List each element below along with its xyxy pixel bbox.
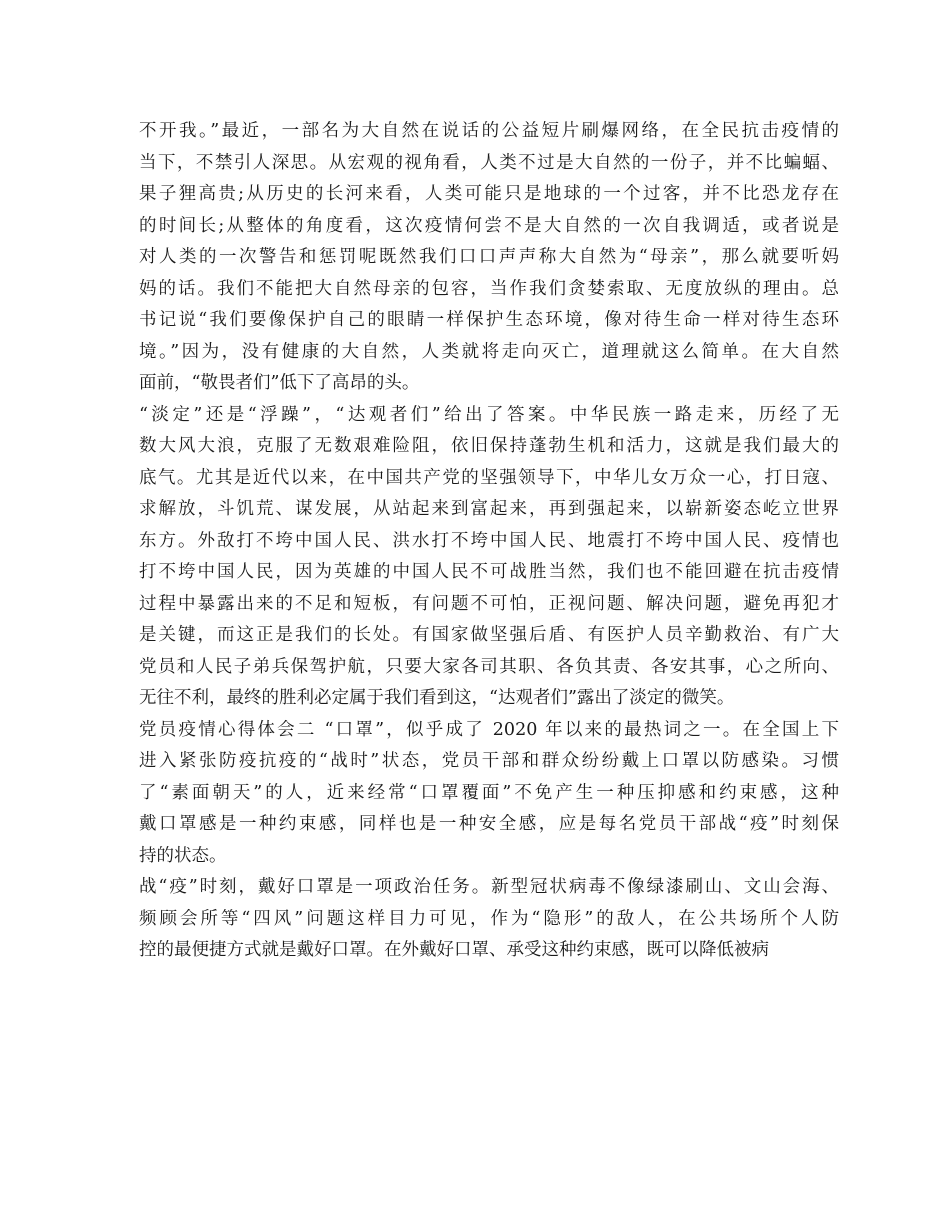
text-line: 戴口罩感是一种约束感，同样也是一种安全感，应是每名党员干部战“疫”时刻保 (139, 814, 839, 834)
text-line: 面前，“敬畏者们”低下了高昂的头。 (139, 373, 420, 393)
text-line: 党员疫情心得体会二 “口罩”，似乎成了 2020 年以来的最热词之一。在全国上下 (139, 719, 839, 740)
text-line: 是关键，而这正是我们的长处。有国家做坚强后盾、有医护人员辛勤救治、有广大 (139, 625, 839, 645)
text-line: 数大风大浪，克服了无数艰难险阻，依旧保持蓬勃生机和活力，这就是我们最大的 (139, 436, 839, 456)
text-line: 不开我。”最近，一部名为大自然在说话的公益短片刷爆网络，在全民抗击疫情的 (139, 121, 839, 141)
text-line: 战“疫”时刻，戴好口罩是一项政治任务。新型冠状病毒不像绿漆刷山、文山会海、 (139, 877, 839, 897)
text-line: 过程中暴露出来的不足和短板，有问题不可怕，正视问题、解决问题，避免再犯才 (139, 593, 839, 614)
text-line: 控的最便捷方式就是戴好口罩。在外戴好口罩、承受这种约束感，既可以降低被病 (139, 940, 769, 960)
text-line: 党员和人民子弟兵保驾护航，只要大家各司其职、各负其责、各安其事，心之所向、 (139, 656, 839, 677)
text-line: 进入紧张防疫抗疫的“战时”状态，党员干部和群众纷纷戴上口罩以防感染。习惯 (139, 751, 839, 771)
text-line: 求解放，斗饥荒、谋发展，从站起来到富起来，再到强起来，以崭新姿态屹立世界 (139, 499, 839, 519)
text-line: 持的状态。 (139, 845, 227, 866)
body-text (139, 116, 839, 967)
text-line: 底气。尤其是近代以来，在中国共产党的坚强领导下，中华儿女万众一心，打日寇、 (139, 467, 839, 488)
text-line: 当下，不禁引人深思。从宏观的视角看，人类不过是大自然的一份子，并不比蝙蝠、 (139, 152, 839, 173)
text-line: “淡定”还是“浮躁”，“达观者们”给出了答案。中华民族一路走来，历经了无 (139, 404, 839, 425)
text-line: 频顾会所等“四风”问题这样目力可见，作为“隐形”的敌人，在公共场所个人防 (139, 908, 839, 929)
text-line: 果子狸高贵;从历史的长河来看，人类可能只是地球的一个过客，并不比恐龙存在 (139, 184, 839, 204)
text-line: 东方。外敌打不垮中国人民、洪水打不垮中国人民、地震打不垮中国人民、疫情也 (139, 530, 839, 551)
text-line: 境。”因为，没有健康的大自然，人类就将走向灭亡，道理就这么简单。在大自然 (139, 341, 839, 362)
text-line: 的时间长;从整体的角度看，这次疫情何尝不是大自然的一次自我调适，或者说是 (139, 215, 839, 236)
text-line: 了“素面朝天”的人，近来经常“口罩覆面”不免产生一种压抑感和约束感，这种 (139, 782, 839, 803)
text-line: 打不垮中国人民，因为英雄的中国人民不可战胜当然，我们也不能回避在抗击疫情 (139, 562, 839, 582)
text-line: 书记说“我们要像保护自己的眼睛一样保护生态环境，像对待生命一样对待生态环 (139, 310, 839, 330)
text-line: 无往不利，最终的胜利必定属于我们看到这，“达观者们”露出了淡定的微笑。 (139, 688, 735, 708)
text-line: 妈的话。我们不能把大自然母亲的包容，当作我们贪婪索取、无度放纵的理由。总 (139, 278, 839, 299)
text-line: 对人类的一次警告和惩罚呢既然我们口口声声称大自然为“母亲”，那么就要听妈 (139, 247, 839, 267)
